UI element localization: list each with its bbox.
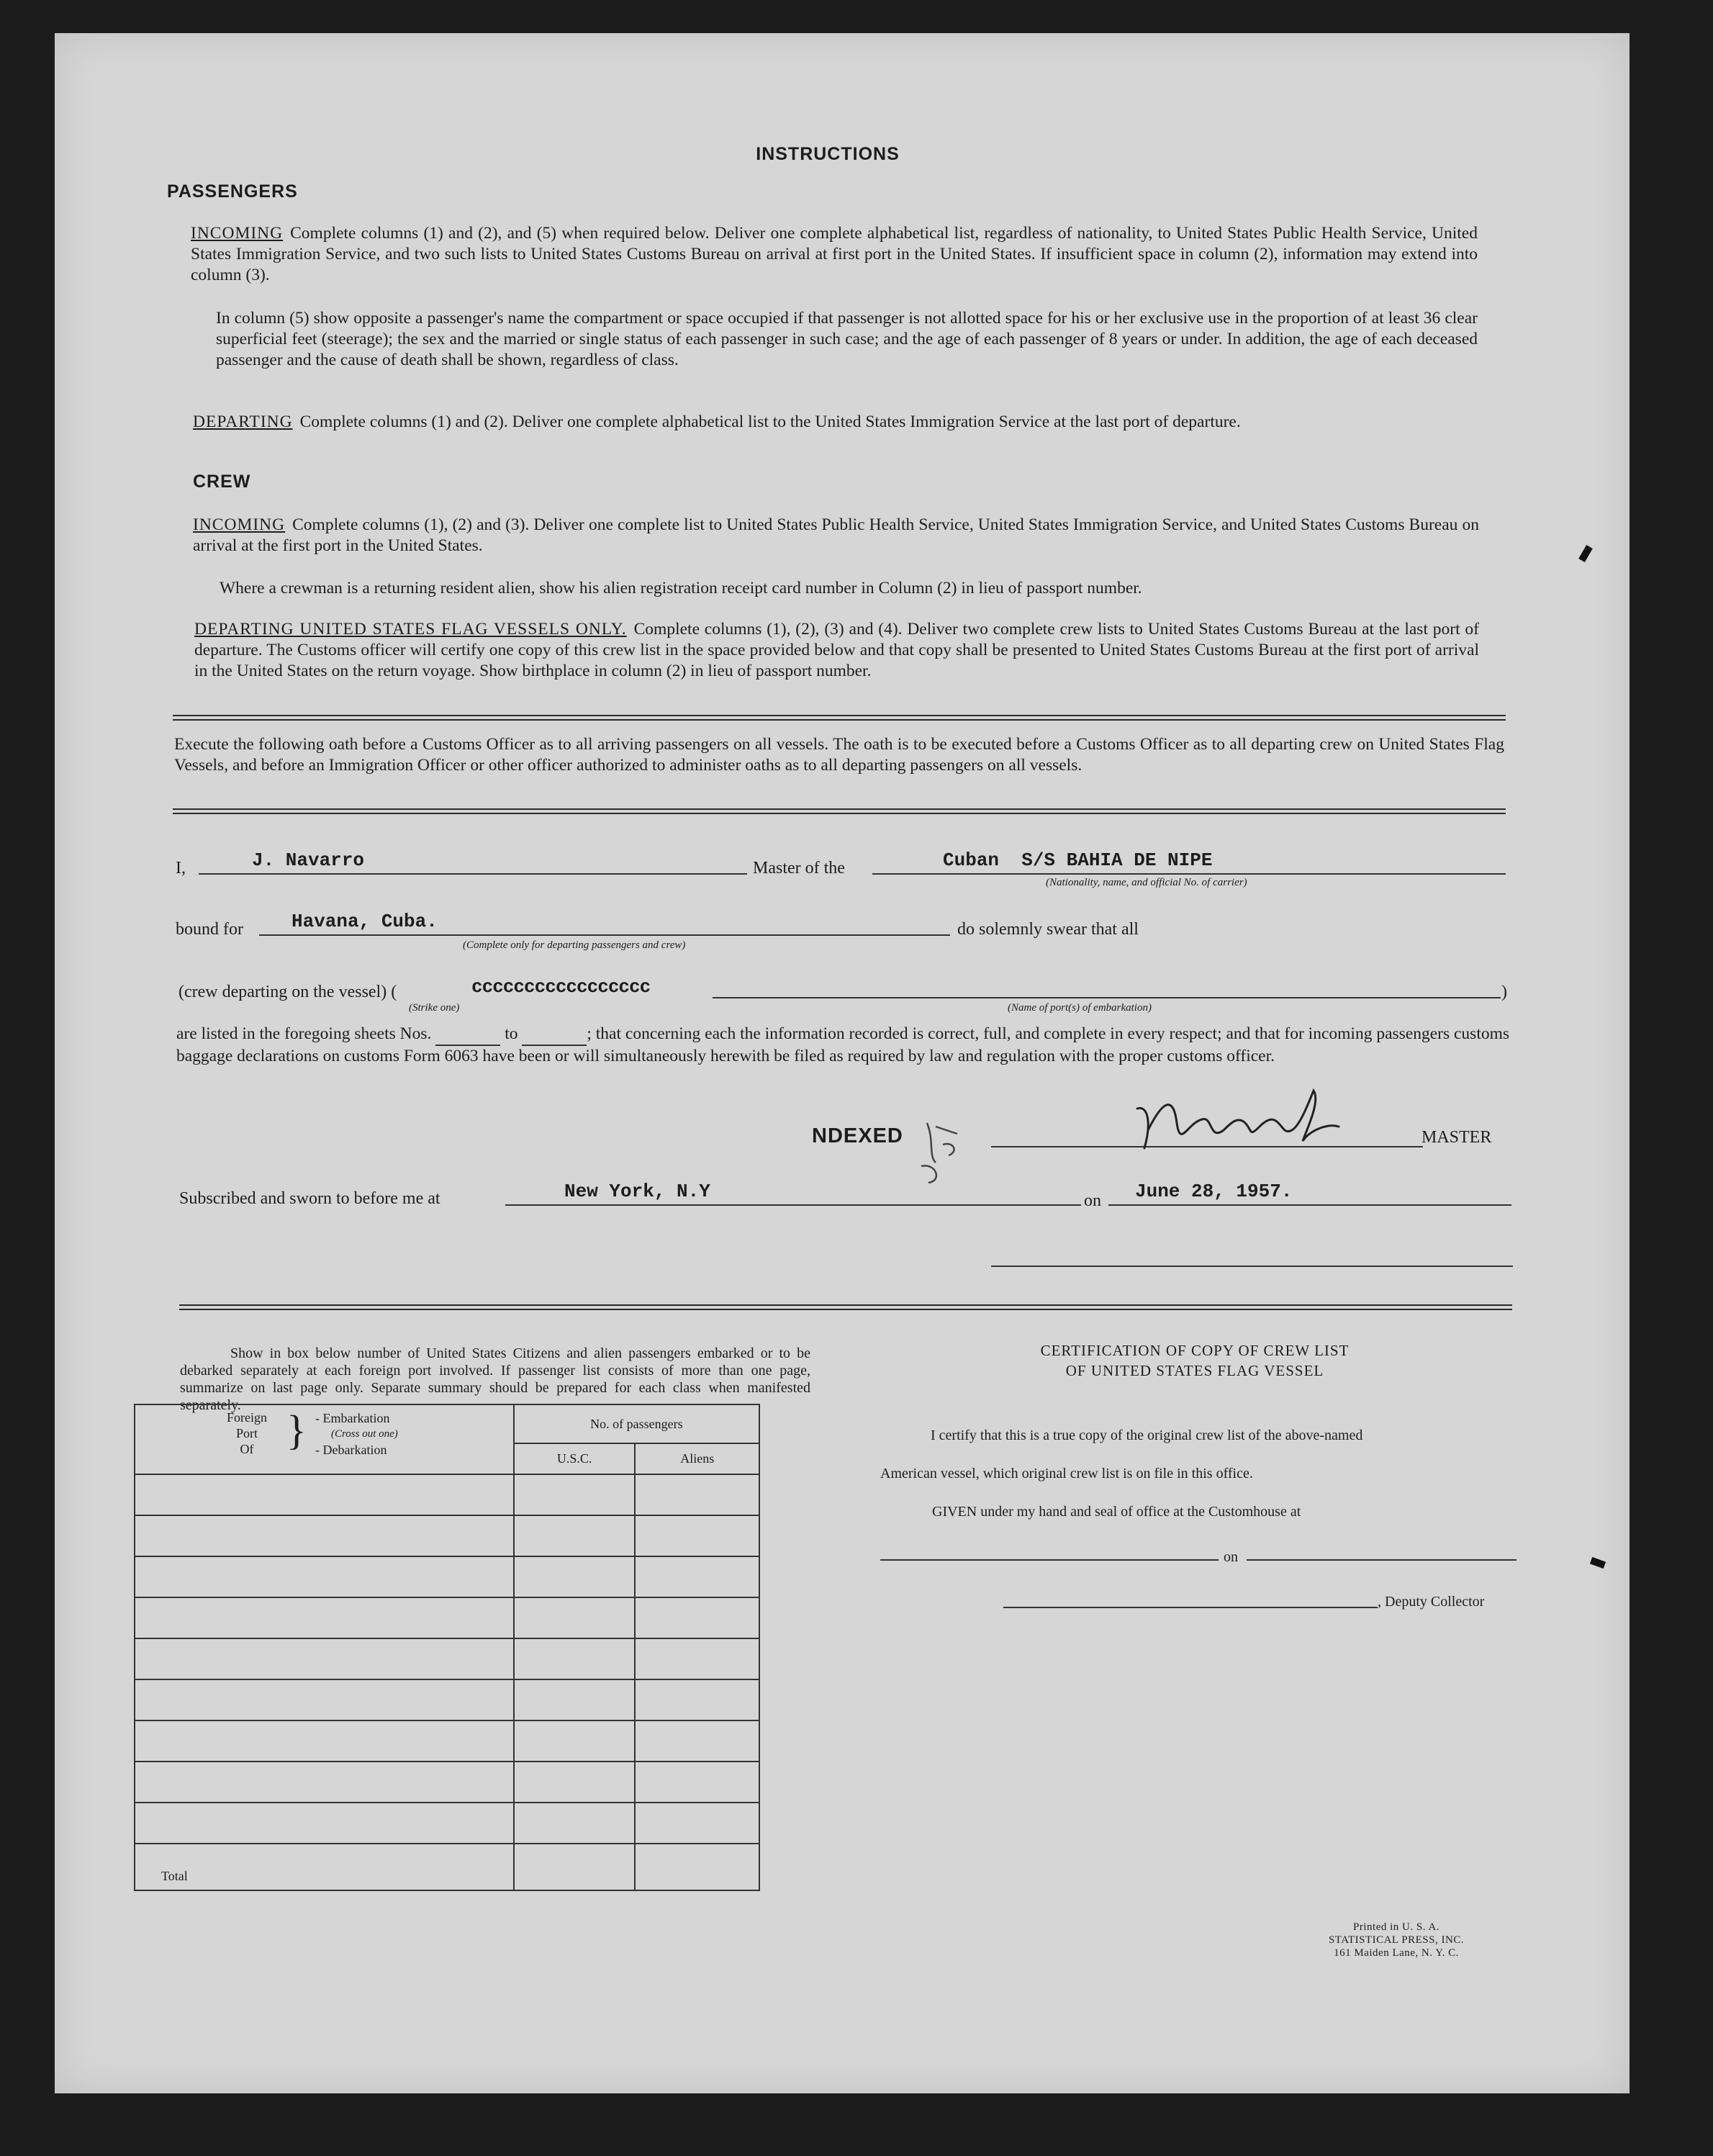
- table-row: [135, 1556, 759, 1597]
- cert-on-label: on: [1224, 1549, 1238, 1565]
- sheets-text-c: ; that concerning each the information recorded is correct, full, and complete in every respect; and that for incoming passengers customs baggage declarations on customs Form 6063 have been or will simultaneously herewith be filed as required by law and regulation with the proper customs officer.: [176, 1024, 1510, 1065]
- cross-out-label: (Cross out one): [331, 1428, 398, 1440]
- crew-resident-paragraph: Where a crewman is a returning resident alien, show his alien registration receipt card number in Column (2) in lieu of passport number.: [220, 579, 1142, 597]
- close-paren: ): [1501, 983, 1507, 1001]
- certification-title: [936, 1340, 1454, 1381]
- customhouse-line: [880, 1559, 1219, 1561]
- section-divider: [173, 808, 1506, 814]
- master-label: MASTER: [1422, 1128, 1492, 1147]
- officer-signature-line: [991, 1266, 1513, 1267]
- aliens-header: Aliens: [635, 1443, 759, 1474]
- indexed-stamp: NDEXED: [812, 1124, 903, 1147]
- deputy-collector-label: , Deputy Collector: [1378, 1594, 1485, 1610]
- instructions-title: INSTRUCTIONS: [756, 144, 900, 164]
- strike-caption: (Strike one): [409, 1002, 460, 1014]
- ports-caption: (Name of port(s) of embarkation): [1008, 1002, 1152, 1014]
- vessel-name: Cuban S/S BAHIA DE NIPE: [943, 849, 1213, 871]
- column5-paragraph: In column (5) show opposite a passenger's name the compartment or space occupied if that passenger is not allotted space for his or her exclusive use in the proportion of at least 36 clear superficial feet (steerage); the sex and the married or single status of each passenger in such case; and the age of each passenger of 8 years or under. In addition, the age of each deceased passenger and the cause of death shall be shown, regardless of class.: [216, 309, 1478, 369]
- passengers-incoming-text: Complete columns (1) and (2), and (5) when required below. Deliver one complete alphabetical list, regardless of nationality, to United States Public Health Service, United States Immigration Service, and two such lists to United States Customs Bureau on arrival at first port in the United States. If insufficient space in column (2), information may extend into column (3).: [191, 224, 1478, 284]
- deputy-signature-line: [1003, 1607, 1378, 1608]
- certification-title-line2: OF UNITED STATES FLAG VESSEL: [1065, 1362, 1324, 1379]
- crew-incoming-paragraph: [193, 515, 1479, 556]
- sheet-to-blank: [522, 1024, 587, 1046]
- port-label: Port: [235, 1426, 258, 1440]
- embarkation-label: - Embarkation: [315, 1411, 390, 1425]
- passengers-incoming-label: INCOMING: [191, 224, 284, 243]
- total-label: Total: [135, 1844, 514, 1890]
- master-of-label: Master of the: [753, 859, 845, 878]
- crew-departing-label-oath: (crew departing on the vessel) (: [178, 983, 397, 1001]
- foreign-port-label: [211, 1409, 283, 1457]
- table-row: [135, 1638, 759, 1679]
- foreign-label: Foreign: [227, 1410, 267, 1425]
- foreign-port-header: [135, 1404, 514, 1474]
- crew-incoming-text: Complete columns (1), (2) and (3). Deliver one complete list to United States Public Health Service, United States Immigration Service, and United States Customs Bureau on arrival at the first port in the United States.: [193, 515, 1479, 555]
- subscribed-label: Subscribed and sworn to before me at: [179, 1189, 440, 1208]
- on-label: on: [1084, 1191, 1101, 1210]
- sheets-text-b: to: [505, 1024, 518, 1043]
- certify-line1: I certify that this is a true copy of the original crew list of the above-named: [931, 1427, 1363, 1443]
- section-divider: [173, 715, 1506, 721]
- sheets-text-a: are listed in the foregoing sheets Nos.: [176, 1024, 432, 1043]
- printer-line3: 161 Maiden Lane, N. Y. C.: [1334, 1947, 1459, 1959]
- passengers-incoming-paragraph: [191, 223, 1478, 286]
- table-row: [135, 1679, 759, 1720]
- destination-line: [259, 934, 950, 936]
- master-name: J. Navarro: [252, 849, 365, 871]
- vessel-caption: (Nationality, name, and official No. of carrier): [1046, 877, 1247, 888]
- swear-label: do solemnly swear that all: [957, 920, 1139, 939]
- crew-departing-paragraph: [194, 619, 1479, 682]
- master-signature: [1123, 1080, 1368, 1159]
- passengers-heading: PASSENGERS: [167, 181, 298, 202]
- debarkation-label: - Debarkation: [315, 1443, 387, 1457]
- passengers-departing-text: Complete columns (1) and (2). Deliver one complete alphabetical list to the United States Immigration Service at the last port of departure.: [299, 412, 1241, 431]
- brace: }: [286, 1407, 307, 1453]
- sworn-date: June 28, 1957.: [1135, 1181, 1293, 1202]
- summary-instructions: Show in box below number of United States Citizens and alien passengers embarked or to be debarked separately at each foreign port involved. If passenger list consists of more than one page, summarize on last page only. Separate summary should be prepared for each class when manifested separately.: [180, 1345, 810, 1413]
- total-row: [135, 1844, 759, 1890]
- section-divider: [179, 1304, 1512, 1310]
- sheets-paragraph: [176, 1024, 1509, 1067]
- crew-departing-label: DEPARTING UNITED STATES FLAG VESSELS ONLY.: [194, 620, 627, 639]
- certification-title-line1: CERTIFICATION OF COPY OF CREW LIST: [1040, 1342, 1350, 1359]
- crew-heading: CREW: [193, 472, 251, 492]
- passenger-summary-table: [134, 1404, 760, 1891]
- sworn-place-line: [505, 1204, 1081, 1206]
- table-row: [135, 1720, 759, 1762]
- master-name-line: [199, 873, 747, 875]
- ports-line: [713, 997, 1501, 998]
- table-row: [135, 1515, 759, 1556]
- certify-line2: American vessel, which original crew list is on file in this office.: [880, 1466, 1253, 1481]
- table-row: [135, 1762, 759, 1803]
- table-row: [135, 1803, 759, 1844]
- strikeout-text: ccccccccccccccccc: [471, 976, 651, 998]
- table-row: [135, 1597, 759, 1638]
- passengers-departing-paragraph: [193, 412, 1478, 433]
- passengers-departing-label: DEPARTING: [193, 412, 293, 431]
- destination: Havana, Cuba.: [291, 911, 438, 932]
- of-label: Of: [240, 1442, 254, 1456]
- given-line: GIVEN under my hand and seal of office at the Customhouse at: [932, 1504, 1301, 1520]
- initials-mark: [914, 1112, 972, 1188]
- crew-incoming-label: INCOMING: [193, 515, 286, 534]
- sworn-date-line: [1108, 1204, 1511, 1206]
- oath-intro: Execute the following oath before a Customs Officer as to all arriving passengers on all vessels. The oath is to be executed before a Customs Officer as to all departing crew on United States Flag Vessels, and before an Immigration Officer or other officer authorized to administer oaths as to all departing passengers on all vessels.: [174, 735, 1504, 775]
- cert-date-line: [1247, 1559, 1517, 1561]
- sworn-place: New York, N.Y: [564, 1181, 710, 1202]
- i-label: I,: [176, 859, 186, 878]
- vessel-line: [872, 873, 1506, 875]
- bound-for-label: bound for: [176, 920, 243, 939]
- no-of-passengers-header: No. of passengers: [514, 1404, 759, 1443]
- table-row: [135, 1474, 759, 1515]
- printer-imprint: [1288, 1921, 1504, 1959]
- crew-departing-text: Complete columns (1), (2), (3) and (4). Deliver two complete crew lists to United States Customs Bureau at the last port of departure. The Customs officer will certify one copy of this crew list in the space provided below and that copy shall be presented to United States Customs Bureau at the first port of arrival in the United States on the return voyage. Show birthplace in column (2) in lieu of passport number.: [194, 620, 1479, 680]
- usc-header: U.S.C.: [514, 1443, 636, 1474]
- printer-line2: STATISTICAL PRESS, INC.: [1328, 1934, 1465, 1946]
- sheet-from-blank: [435, 1024, 500, 1046]
- printer-line1: Printed in U. S. A.: [1353, 1921, 1439, 1933]
- destination-caption: (Complete only for departing passengers and crew): [463, 939, 686, 951]
